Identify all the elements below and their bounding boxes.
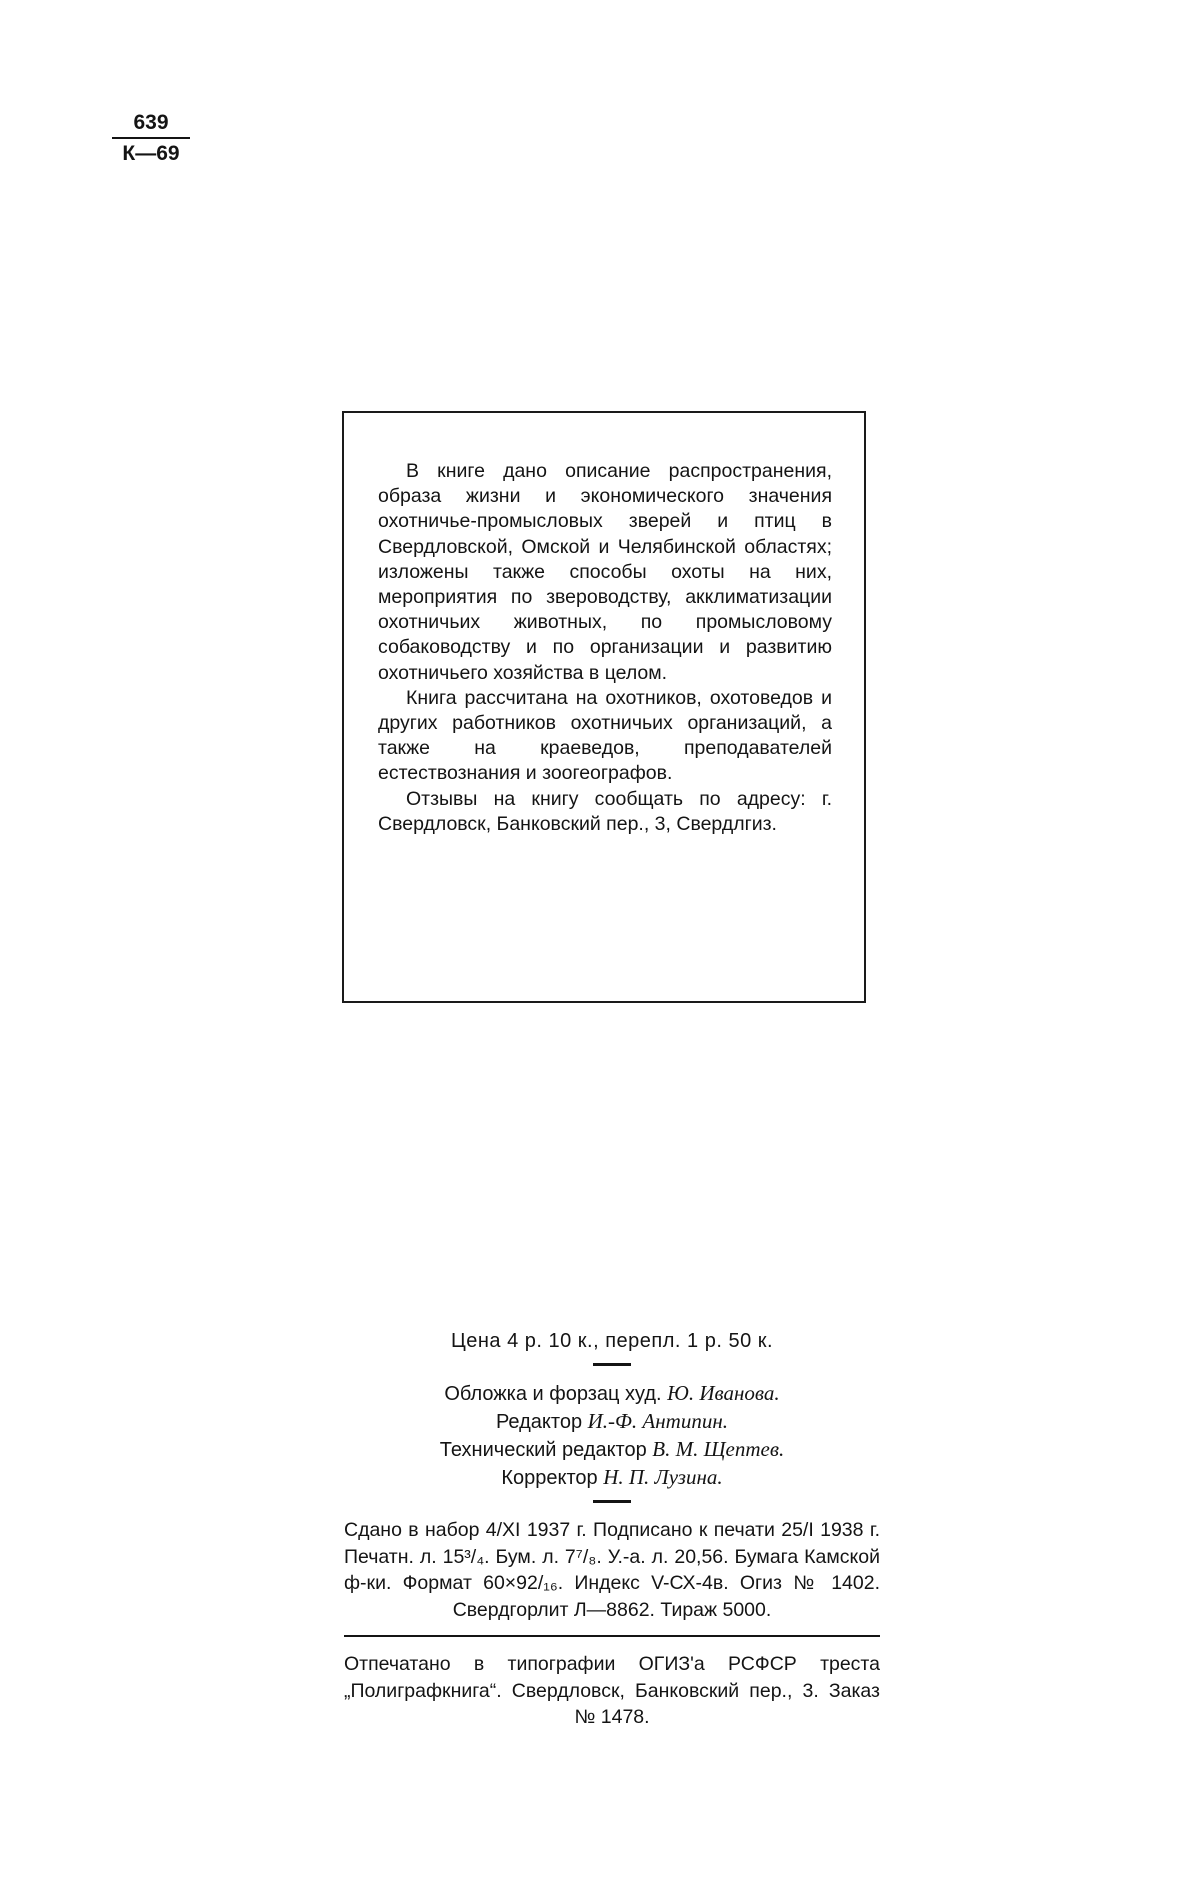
credit-proofreader	[344, 1464, 880, 1492]
credits-list	[344, 1380, 880, 1492]
print-info: Сдано в набор 4/XI 1937 г. Подписано к печати 25/I 1938 г. Печатн. л. 15³/₄. Бум. л. 7⁷/₈. У.-а. л. 20,56. Бумага Камской ф-ки. Формат 60×92/₁₆. Индекс V-СХ-4в. Огиз № 1402. Свердгорлит Л—8862. Тираж 5000.	[344, 1519, 880, 1621]
printed-by: Отпечатано в типографии ОГИЗ'а РСФСР треста „Полиграфкнига“. Свердловск, Банковский пер., 3. Заказ № 1478.	[344, 1653, 880, 1728]
imprint-block	[344, 1328, 880, 1731]
credit-role: Технический редактор	[439, 1439, 647, 1461]
classification-index	[112, 110, 190, 167]
credit-name: Н. П. Лузина.	[603, 1465, 723, 1489]
credit-name: В. М. Щептев.	[652, 1437, 785, 1461]
credit-role: Обложка и форзац худ.	[444, 1383, 662, 1405]
annotation-text	[378, 459, 832, 837]
separator-dash	[593, 1363, 631, 1366]
credit-name: И.-Ф. Антипин.	[587, 1409, 729, 1433]
separator-dash	[593, 1500, 631, 1503]
annotation-paragraph-feedback: Отзывы на книгу сообщать по адресу: г. Свердловск, Банковский пер., 3, Свердлгиз.	[378, 787, 832, 835]
credit-editor	[344, 1408, 880, 1436]
credit-cover-artist	[344, 1380, 880, 1408]
credit-role: Редактор	[495, 1411, 583, 1433]
annotation-paragraph-audience: Книга рассчитана на охотников, охотоведов и других работников охотничьих организаций, а также на краеведов, преподавателей естествознания и зоогеографов.	[378, 686, 832, 785]
annotation-box	[342, 411, 866, 1003]
udk-number: 639	[112, 110, 190, 139]
credit-technical-editor	[344, 1436, 880, 1464]
separator-rule	[344, 1635, 880, 1637]
credit-name: Ю. Иванова.	[667, 1381, 780, 1405]
annotation-paragraph-description: В книге дано описание распространения, образа жизни и экономического значения охотничье-промысловых зверей и птиц в Свердловской, Омской и Челябинской областях; изложены также способы охоты на них, мероприятия по звероводству, акклиматизации охотничьих животных, по промысловому собаководству и по организации и развитию охотничьего хозяйства в целом.	[378, 460, 832, 684]
bbk-code: К—69	[122, 142, 180, 165]
price-line: Цена 4 р. 10 к., перепл. 1 р. 50 к.	[450, 1330, 774, 1352]
credit-role: Корректор	[501, 1467, 598, 1489]
